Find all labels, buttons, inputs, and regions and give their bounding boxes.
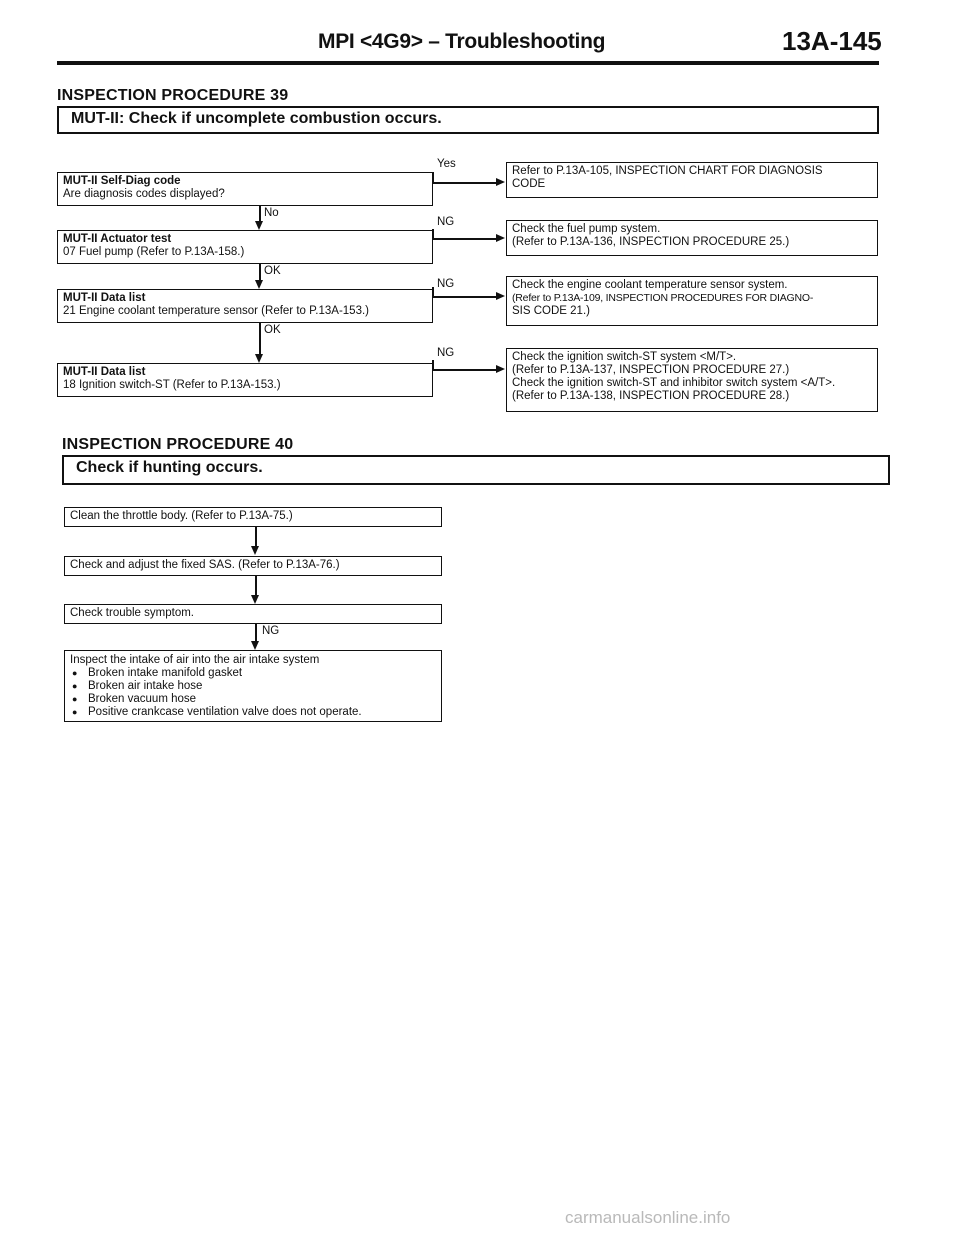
step-adjust-sas-box	[64, 556, 442, 576]
procedure-39-title-bar: MUT-II: Check if uncomplete combustion occurs.	[57, 106, 879, 134]
flow-label-ok: OK	[264, 265, 281, 277]
flow-label-ng: NG	[437, 216, 455, 228]
result-line: (Refer to P.13A-109, INSPECTION PROCEDURES FOR DIAGNO-	[512, 292, 814, 304]
header-rule	[57, 61, 879, 65]
connector-line	[432, 296, 498, 298]
flow-label-ng: NG	[437, 278, 455, 290]
arrow-down-icon	[251, 595, 259, 604]
connector-line	[432, 369, 498, 371]
arrow-down-icon	[251, 641, 259, 650]
step-text: Inspect the intake of air into the air intake system	[70, 654, 320, 666]
result-line: (Refer to P.13A-138, INSPECTION PROCEDURE 28.)	[512, 390, 790, 402]
list-item: ● Broken air intake hose	[70, 680, 436, 693]
procedure-40-heading: INSPECTION PROCEDURE 40	[62, 436, 294, 453]
result-coolant-sensor-box	[506, 276, 878, 326]
arrow-right-icon	[496, 234, 505, 242]
result-line: Check the ignition switch-ST and inhibitor switch system <A/T>.	[512, 377, 836, 389]
list-item: ● Broken vacuum hose	[70, 693, 436, 706]
result-line: CODE	[512, 178, 546, 190]
step-check-symptom-box	[64, 604, 442, 624]
result-line: Check the engine coolant temperature sensor system.	[512, 279, 788, 291]
result-diagnosis-chart-box	[506, 162, 878, 198]
procedure-40-title-bar: Check if hunting occurs.	[62, 455, 890, 485]
result-line: Check the ignition switch-ST system <M/T>.	[512, 351, 737, 363]
arrow-right-icon	[496, 178, 505, 186]
step-text: Check trouble symptom.	[70, 607, 194, 619]
step-text: 21 Engine coolant temperature sensor (Refer to P.13A-153.)	[63, 305, 369, 317]
arrow-down-icon	[255, 280, 263, 289]
result-line: (Refer to P.13A-136, INSPECTION PROCEDURE 25.)	[512, 236, 790, 248]
flow-label-no: No	[264, 207, 279, 219]
result-ignition-switch-box	[506, 348, 878, 412]
connector-line	[432, 238, 498, 240]
arrow-right-icon	[496, 292, 505, 300]
intake-checklist	[70, 667, 436, 719]
procedure-39-heading: INSPECTION PROCEDURE 39	[57, 87, 289, 104]
step-text: Check and adjust the fixed SAS. (Refer to P.13A-76.)	[70, 559, 340, 571]
connector-line	[259, 323, 261, 356]
arrow-down-icon	[255, 221, 263, 230]
connector-line	[255, 527, 257, 548]
step-data-list-ignition-box	[57, 363, 433, 397]
result-line: Refer to P.13A-105, INSPECTION CHART FOR DIAGNOSIS	[512, 165, 823, 177]
step-title: MUT-II Data list	[63, 366, 146, 378]
step-text: 07 Fuel pump (Refer to P.13A-158.)	[63, 246, 245, 258]
result-line: (Refer to P.13A-137, INSPECTION PROCEDURE 27.)	[512, 364, 790, 376]
flow-label-yes: Yes	[437, 158, 456, 170]
flow-label-ok: OK	[264, 324, 281, 336]
arrow-down-icon	[255, 354, 263, 363]
arrow-right-icon	[496, 365, 505, 373]
flow-label-ng: NG	[437, 347, 455, 359]
step-actuator-test-box	[57, 230, 433, 264]
connector-line	[432, 182, 498, 184]
flow-label-ng: NG	[262, 625, 280, 637]
list-item: ● Broken intake manifold gasket	[70, 667, 436, 680]
step-text: Are diagnosis codes displayed?	[63, 188, 225, 200]
step-self-diag-box	[57, 172, 433, 206]
page-header-title: MPI <4G9> – Troubleshooting	[318, 30, 606, 53]
result-line: Check the fuel pump system.	[512, 223, 661, 235]
step-text: 18 Ignition switch-ST (Refer to P.13A-153.)	[63, 379, 281, 391]
page-number: 13A-145	[782, 26, 882, 56]
step-text: Clean the throttle body. (Refer to P.13A-75.)	[70, 510, 293, 522]
step-clean-throttle-box	[64, 507, 442, 527]
step-title: MUT-II Self-Diag code	[63, 175, 181, 187]
result-fuel-pump-box	[506, 220, 878, 256]
connector-line	[255, 576, 257, 597]
watermark: carmanualsonline.info	[565, 1208, 731, 1227]
result-line: SIS CODE 21.)	[512, 305, 590, 317]
step-data-list-coolant-box	[57, 289, 433, 323]
arrow-down-icon	[251, 546, 259, 555]
step-title: MUT-II Data list	[63, 292, 146, 304]
step-inspect-air-intake-box	[64, 650, 442, 722]
list-item: ● Positive crankcase ventilation valve does not operate.	[70, 706, 436, 719]
step-title: MUT-II Actuator test	[63, 233, 172, 245]
